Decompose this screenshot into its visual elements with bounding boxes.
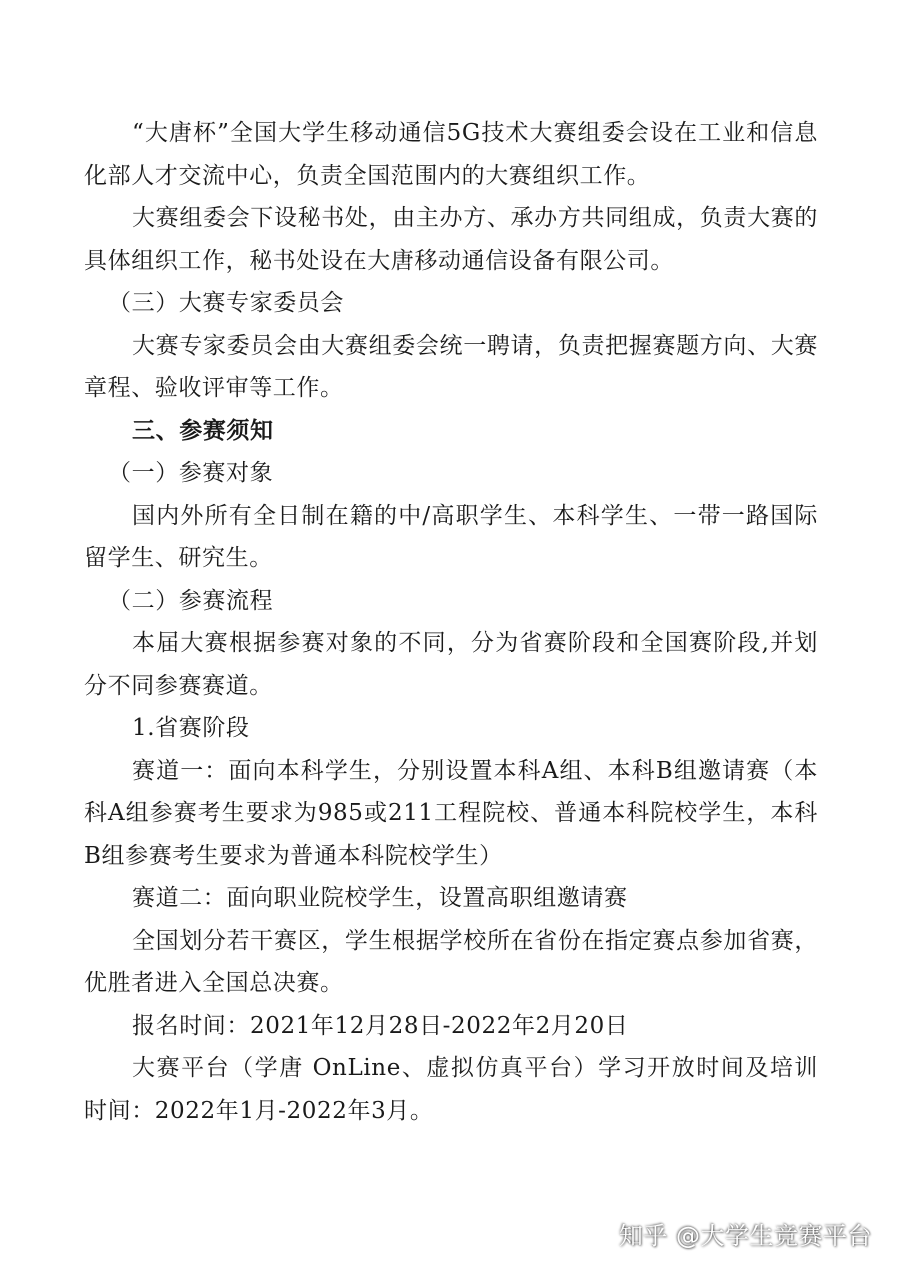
paragraph-registration-time: 报名时间：2021年12月28日-2022年2月20日: [132, 1012, 629, 1039]
document-body: [84, 112, 818, 1132]
paragraph-divisions: 全国划分若干赛区，学生根据学校所在省份在指定赛点参加省赛，优胜者进入全国总决赛。: [84, 927, 818, 996]
paragraph-process: 本届大赛根据参赛对象的不同，分为省赛阶段和全国赛阶段,并划分不同参赛赛道。: [84, 630, 818, 699]
paragraph-platform-time: 大赛平台（学唐 OnLine、虚拟仿真平台）学习开放时间及培训时间：2022年1月-2022年3月。: [84, 1055, 818, 1124]
paragraph-participants: 国内外所有全日制在籍的中/高职学生、本科学生、一带一路国际留学生、研究生。: [84, 502, 818, 571]
paragraph-track-two: 赛道二：面向职业院校学生，设置高职组邀请赛: [132, 885, 628, 911]
heading-expert-committee: （三）大赛专家委员会: [108, 290, 344, 316]
paragraph-secretariat: 大赛组委会下设秘书处，由主办方、承办方共同组成，负责大赛的具体组织工作，秘书处设在大唐移动通信设备有限公司。: [84, 205, 818, 274]
heading-section-3: 三、参赛须知: [132, 416, 274, 444]
paragraph-organizing-committee: “大唐杯”全国大学生移动通信5G技术大赛组委会设在工业和信息化部人才交流中心，负责全国范围内的大赛组织工作。: [84, 120, 818, 189]
heading-provincial-stage: 1.省赛阶段: [132, 715, 250, 741]
watermark: 知乎 @大学生竞赛平台: [618, 1222, 872, 1250]
paragraph-track-one: 赛道一：面向本科学生，分别设置本科A组、本科B组邀请赛（本科A组参赛考生要求为985或211工程院校、普通本科院校学生，本科B组参赛考生要求为普通本科院校学生）: [84, 757, 818, 869]
heading-process: （二）参赛流程: [108, 587, 274, 614]
paragraph-expert-committee: 大赛专家委员会由大赛组委会统一聘请，负责把握赛题方向、大赛章程、验收评审等工作。: [84, 332, 818, 401]
heading-participants: （一）参赛对象: [108, 460, 274, 486]
